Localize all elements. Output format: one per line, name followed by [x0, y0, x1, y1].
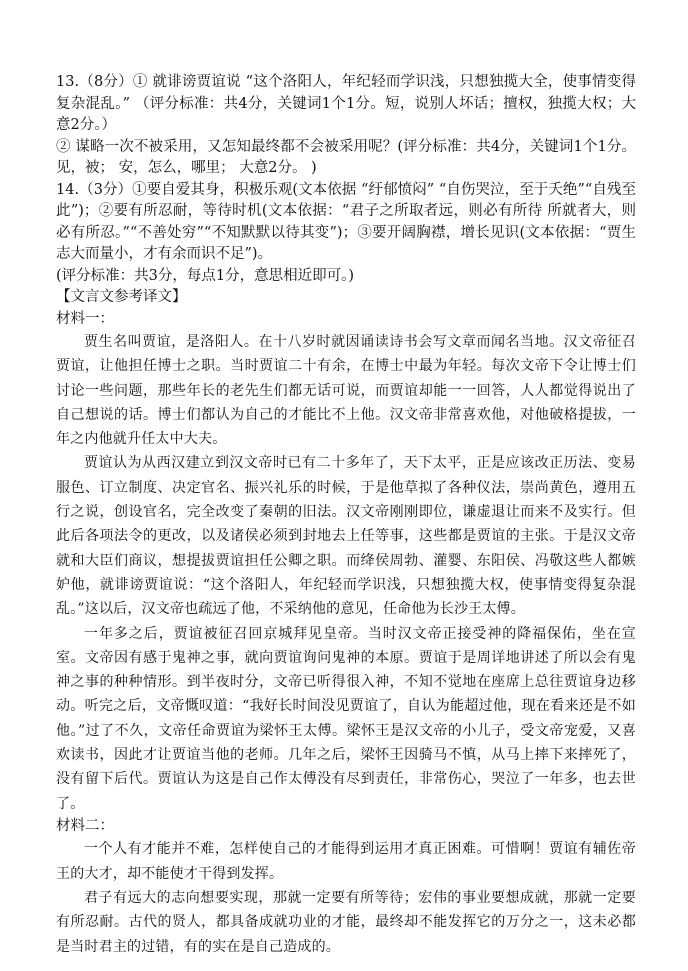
material2-label: 材料二： — [56, 817, 114, 834]
material1-paragraph: 贾生名叫贾谊，是洛阳人。在十八岁时就因诵读诗书会写文章而闻名当地。汉文帝征召贾谊，让他担任博士之职。当时贾谊二十有余，在博士中最为年轻。每次文帝下令让博士们讨论一些问题，那些年长的老先生们都无话可说，而贾谊却能一一回答，人人都觉得说出了自己想说的话。博士们都认为自己的才能比不上他。汉文帝非常喜欢他，对他破格提拔，一年之内他就升任太中大夫。 — [56, 334, 636, 448]
answer-13-part2: ② 谋略一次不被采用，又怎知最终都不会被采用呢？(评分标准：共4分，关键词1个1分。见，被； 安，怎么，哪里； 大意2分。 ) — [56, 138, 636, 176]
answer-13-part1: 13.（8分）① 就诽谤贾谊说 “这个洛阳人，年纪轻而学识浅，只想独揽大全，使事情变得复杂混乱。” （评分标准：共4分，关键词1个1分。短，说别人坏话；擅权，独揽大权；大意2分。） — [56, 74, 636, 133]
material2-paragraph: 君子有远大的志向想要实现，那就一定要有所等待；宏伟的事业要想成就，那就一定要有所忍耐。古代的贤人，都具备成就功业的才能，最终却不能发挥它的万分之一，这未必都是当时君主的过错，有的实在是自己造成的。 — [56, 890, 636, 955]
material1-paragraph: 一年多之后，贾谊被征召回京城拜见皇帝。当时汉文帝正接受神的降福保佑，坐在宣室。文帝因有感于鬼神之事，就向贾谊询问鬼神的本原。贾谊于是周详地讲述了所以会有鬼神之事的种种情形。到半夜时分，文帝已听得很入神，不知不觉地在座席上总往贾谊身边移动。听完之后，文帝慨叹道：“我好长时间没见贾谊了，自认为能超过他，现在看来还是不如他。”过了不久，文帝任命贾谊为梁怀王太傅。梁怀王是汉文帝的小儿子，受文帝宠爱，又喜欢读书，因此才让贾谊当他的老师。几年之后，梁怀王因骑马不慎，从马上摔下来摔死了，没有留下后代。贾谊认为这是自己作太傅没有尽到责任，非常伤心，哭泣了一年多，也去世了。 — [56, 625, 636, 812]
answer-14: 14.（3分）①要自爱其身，积极乐观(文本依据 “纡郁愤闷” “自伤哭泣，至于夭绝”“自残至此”)；②要有所忍耐，等待时机(文本依据：“君子之所取者远，则必有所待 所就者大，则必有所忍。”“不善处穷”“不知默默以待其变”)；③要开阔胸襟，增长见识(文本依据：“贾生志大而量小，才有余而识不足”)。 — [56, 181, 636, 262]
answer-14-scoring: (评分标准：共3分，每点1分，意思相近即可。) — [56, 267, 355, 284]
material1-label: 材料一： — [56, 310, 114, 327]
material2-paragraph: 一个人有才能并不难，怎样使自己的才能得到运用才真正困难。可惜啊！贾谊有辅佐帝王的大才，却不能使才干得到发挥。 — [56, 841, 636, 882]
material1-paragraph: 贾谊认为从西汉建立到汉文帝时已有二十多年了，天下太平，正是应该改正历法、变易服色、订立制度、决定官名、振兴礼乐的时候，于是他草拟了各种仪法，崇尚黄色，遵用五行之说，创设官名，完全改变了秦朝的旧法。汉文帝刚刚即位，谦虚退让而来不及实行。但此后各项法令的更改，以及诸侯必须到封地去上任等事，这些都是贾谊的主张。于是汉文帝就和大臣们商议，想提拔贾谊担任公卿之职。而绛侯周勃、灌婴、东阳侯、冯敬这些人都嫉妒他，就诽谤贾谊说：“这个洛阳人，年纪轻而学识浅，只想独揽大权，使事情变得复杂混乱。”这以后，汉文帝也疏远了他，不采纳他的意见，任命他为长沙王太傅。 — [56, 455, 636, 618]
translation-header: 【文言文参考译文】 — [56, 289, 187, 305]
